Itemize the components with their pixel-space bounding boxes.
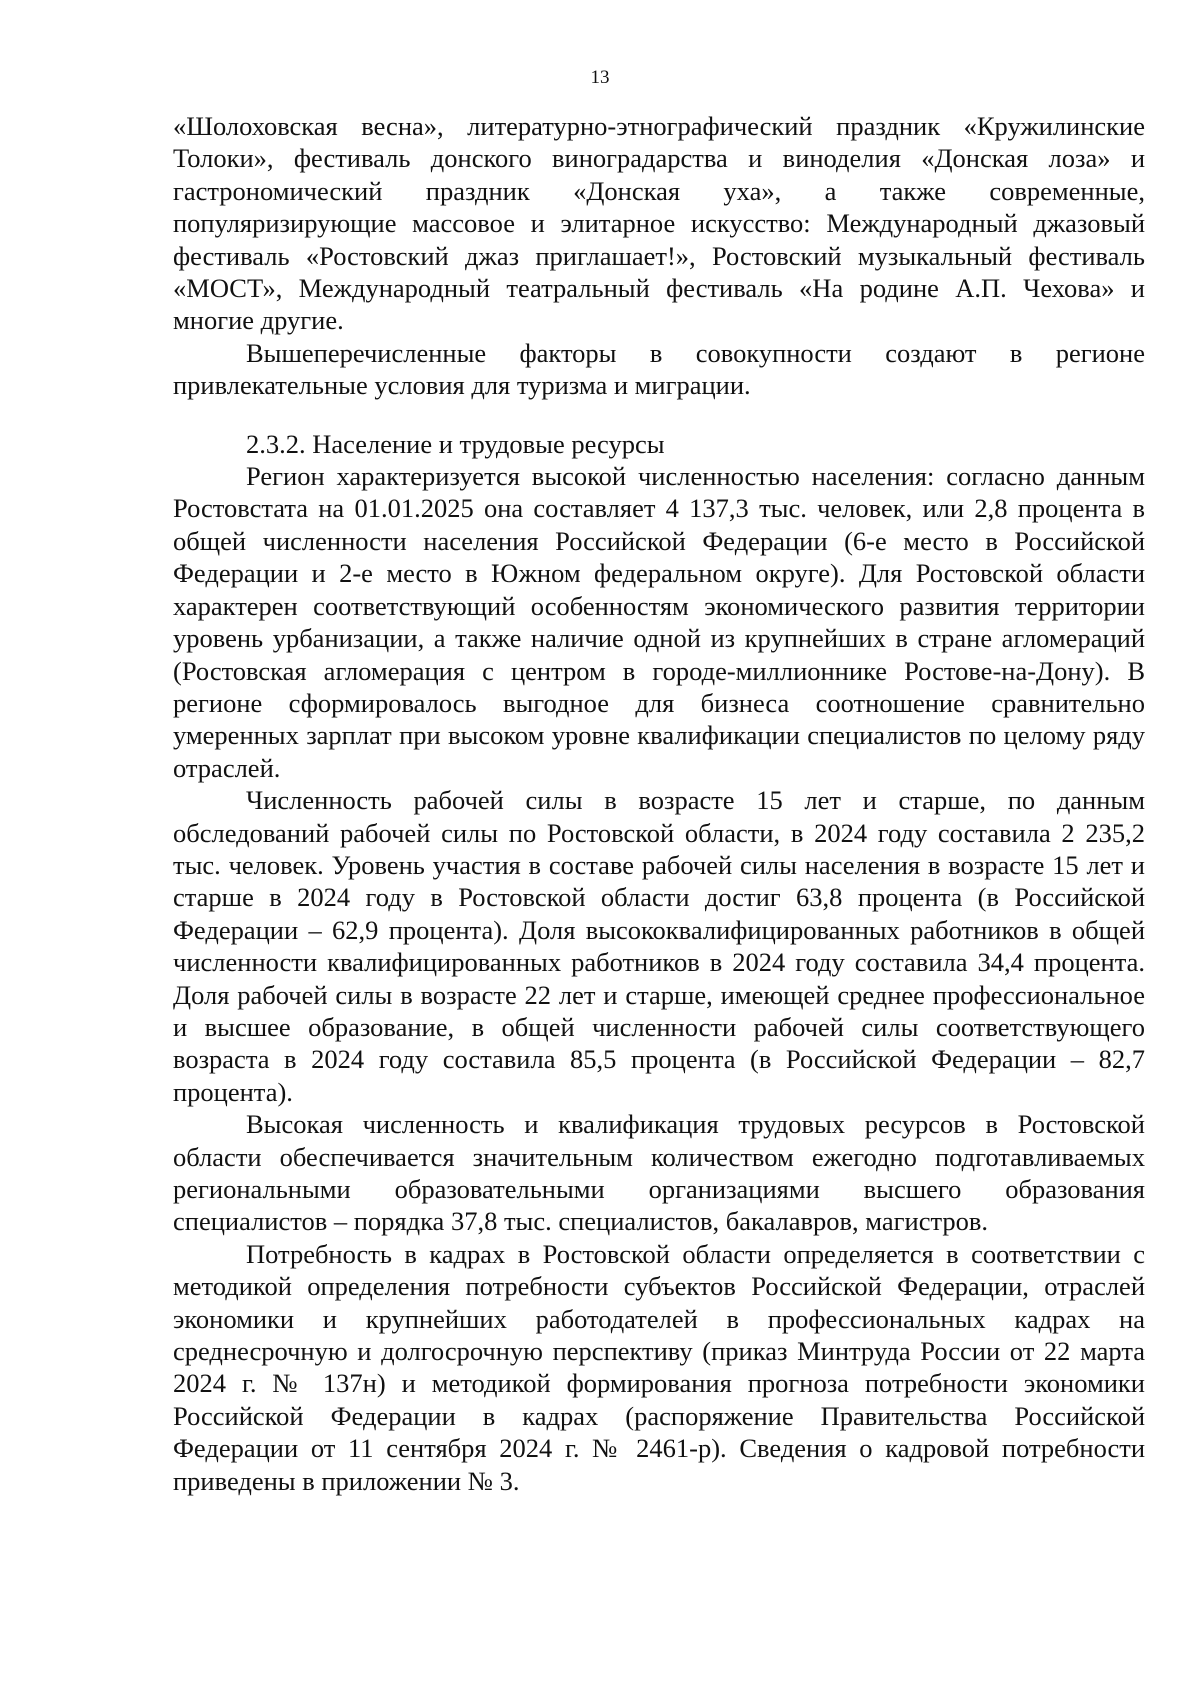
- paragraph-attractiveness: Вышеперечисленные факторы в совокупности создают в регионе привлекательные условия для туризма и миграции.: [173, 337, 1145, 401]
- page-number: 13: [590, 67, 610, 88]
- section-heading: 2.3.2. Население и трудовые ресурсы: [246, 428, 665, 459]
- paragraph-staff-needs: Потребность в кадрах в Ростовской области определяется в соответствии с методикой определения потребности субъектов Российской Федерации, отраслей экономики и крупнейших работодателей в профессиональных кадрах на среднесрочную и долгосрочную перспективу (приказ Минтруда России от 22 марта 2024 г. № 137н) и методикой формирования прогноза потребности экономики Российской Федерации в кадрах (распоряжение Правительства Российской Федерации от 11 сентября 2024 г. № 2461-р). Сведения о кадровой потребности приведены в приложении № 3.: [173, 1238, 1145, 1496]
- paragraph-education: Высокая численность и квалификация трудовых ресурсов в Ростовской области обеспечивается значительным количеством ежегодно подготавливаемых региональными образовательными организациями высшего образования специалистов – порядка 37,8 тыс. специалистов, бакалавров, магистров.: [173, 1109, 1145, 1237]
- paragraph-labor-force: Численность рабочей силы в возрасте 15 лет и старше, по данным обследований рабочей силы по Ростовской области, в 2024 году составила 2 235,2 тыс. человек. Уровень участия в составе рабочей силы населения в возрасте 15 лет и старше в 2024 году в Ростовской области достиг 63,8 процента (в Российской Федерации – 62,9 процента). Доля высококвалифицированных работников в общей численности квалифицированных работников в 2024 году составила 34,4 процента. Доля рабочей силы в возрасте 22 лет и старше, имеющей среднее профессиональное и высшее образование, в общей численности рабочей силы соответствующего возраста в 2024 году составила 85,5 процента (в Российской Федерации – 82,7 процента).: [173, 785, 1145, 1107]
- document-body: [173, 110, 1145, 1497]
- paragraph-population: Регион характеризуется высокой численностью населения: согласно данным Ростовстата на 01.01.2025 она составляет 4 137,3 тыс. человек, или 2,8 процента в общей численности населения Российской Федерации (6-е место в Российской Федерации и 2-е место в Южном федеральном округе). Для Ростовской области характерен соответствующий особенностям экономического развития территории уровень урбанизации, а также наличие одной из крупнейших в стране агломераций (Ростовская агломерация с центром в городе-миллионнике Ростове-на-Дону). В регионе сформировалось выгодное для бизнеса соотношение сравнительно умеренных зарплат при высоком уровне квалификации специалистов по целому ряду отраслей.: [173, 461, 1145, 783]
- paragraph-festivals: «Шолоховская весна», литературно-этнографический праздник «Кружилинские Толоки», фестиваль донского виноградарства и виноделия «Донская лоза» и гастрономический праздник «Донская уха», а также современные, популяризирующие массовое и элитарное искусство: Международный джазовый фестиваль «Ростовский джаз приглашает!», Ростовский музыкальный фестиваль «МОСТ», Международный театральный фестиваль «На родине А.П. Чехова» и многие другие.: [173, 111, 1145, 336]
